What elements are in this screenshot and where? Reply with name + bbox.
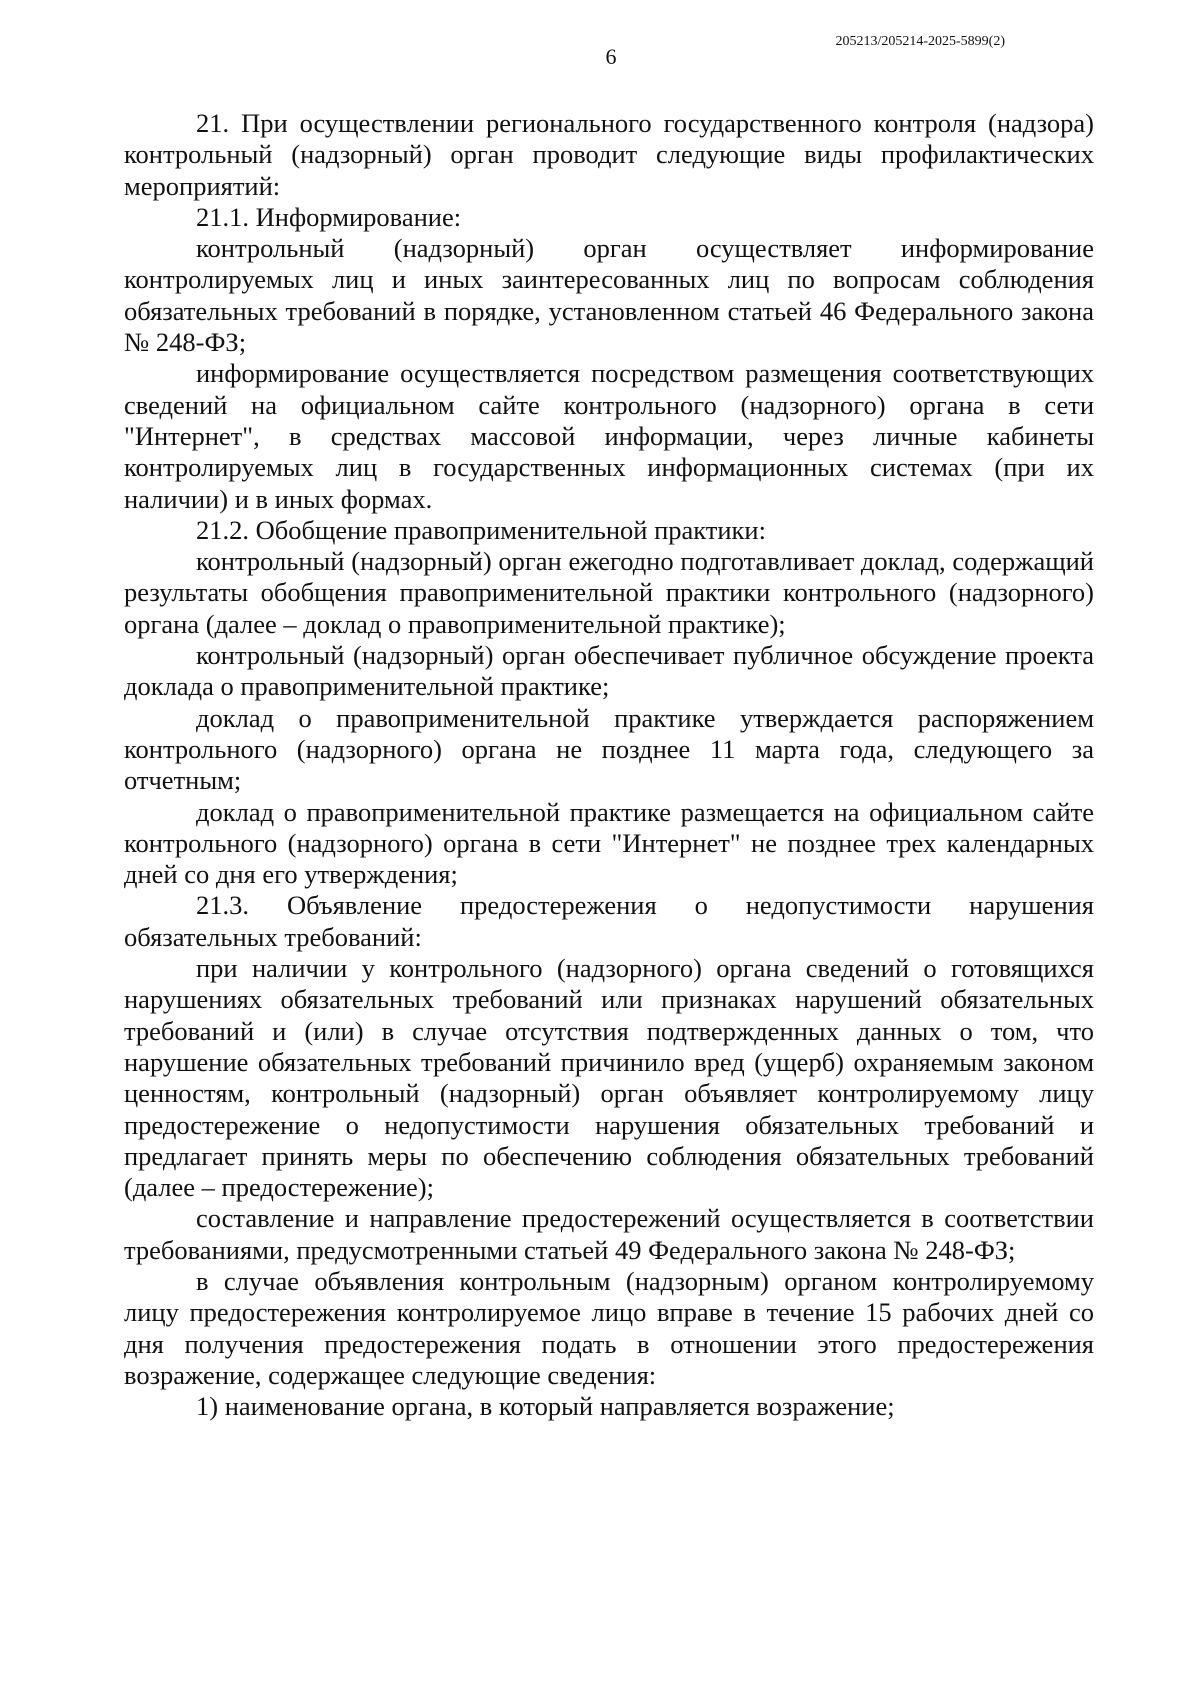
paragraph-informing-channels: информирование осуществляется посредством размещения соответствующих сведений на официальном сайте контрольного (надзорного) органа в сети "Интернет", в средствах массовой информации, через личные кабинеты контролируемых лиц в государственных информационных системах (при их наличии) и в иных формах. (124, 358, 1094, 514)
paragraph-21: 21. При осуществлении регионального государственного контроля (надзора) контрольный (надзорный) орган проводит следующие виды профилактических мероприятий: (124, 108, 1094, 201)
paragraph-21-3-heading: 21.3. Объявление предостережения о недопустимости нарушения обязательных требований: (124, 890, 1094, 952)
paragraph-objection-right: в случае объявления контрольным (надзорным) органом контролируемому лицу предостережения контролируемое лицо вправе в течение 15 рабочих дней со дня получения предостережения подать в отношении этого предостережения возражение, содержащее следующие сведения: (124, 1265, 1094, 1390)
paragraph-warning-procedure: составление и направление предостережений осуществляется в соответствии требованиями, предусмотренными статьей 49 Федерального закона № 248-ФЗ; (124, 1203, 1094, 1265)
paragraph-informing-duty: контрольный (надзорный) орган осуществляет информирование контролируемых лиц и иных заинтересованных лиц по вопросам соблюдения обязательных требований в порядке, установленном статьей 46 Федерального закона № 248-ФЗ; (124, 233, 1094, 358)
paragraph-annual-report: контрольный (надзорный) орган ежегодно подготавливает доклад, содержащий результаты обобщения правоприменительной практики контрольного (надзорного) органа (далее – доклад о правоприменительной практике); (124, 546, 1094, 639)
paragraph-warning-grounds: при наличии у контрольного (надзорного) органа сведений о готовящихся нарушениях обязательных требований или признаках нарушений обязательных требований и (или) в случае отсутствия подтвержденных данных о том, что нарушение обязательных требований причинило вред (ущерб) охраняемым законом ценностям, контрольный (надзорный) орган объявляет контролируемому лицу предостережение о недопустимости нарушения обязательных требований и предлагает принять меры по обеспечению соблюдения обязательных требований (далее – предостережение); (124, 953, 1094, 1203)
paragraph-report-approval: доклад о правоприменительной практике утверждается распоряжением контрольного (надзорного) органа не позднее 11 марта года, следующего за отчетным; (124, 702, 1094, 796)
paragraph-objection-item-1: 1) наименование органа, в который направляется возражение; (196, 1391, 895, 1422)
document-body (124, 108, 1094, 1422)
paragraph-21-2-heading: 21.2. Обобщение правоприменительной практики: (196, 514, 766, 545)
paragraph-public-discussion: контрольный (надзорный) орган обеспечивает публичное обсуждение проекта доклада о правоприменительной практике; (124, 640, 1094, 702)
paragraph-report-publication: доклад о правоприменительной практике размещается на официальном сайте контрольного (надзорного) органа в сети "Интернет" не позднее трех календарных дней со дня его утверждения; (124, 796, 1094, 890)
page-number: 6 (605, 44, 617, 69)
paragraph-21-1-heading: 21.1. Информирование: (196, 201, 462, 232)
document-id: 205213/205214-2025-5899(2) (835, 34, 1005, 49)
